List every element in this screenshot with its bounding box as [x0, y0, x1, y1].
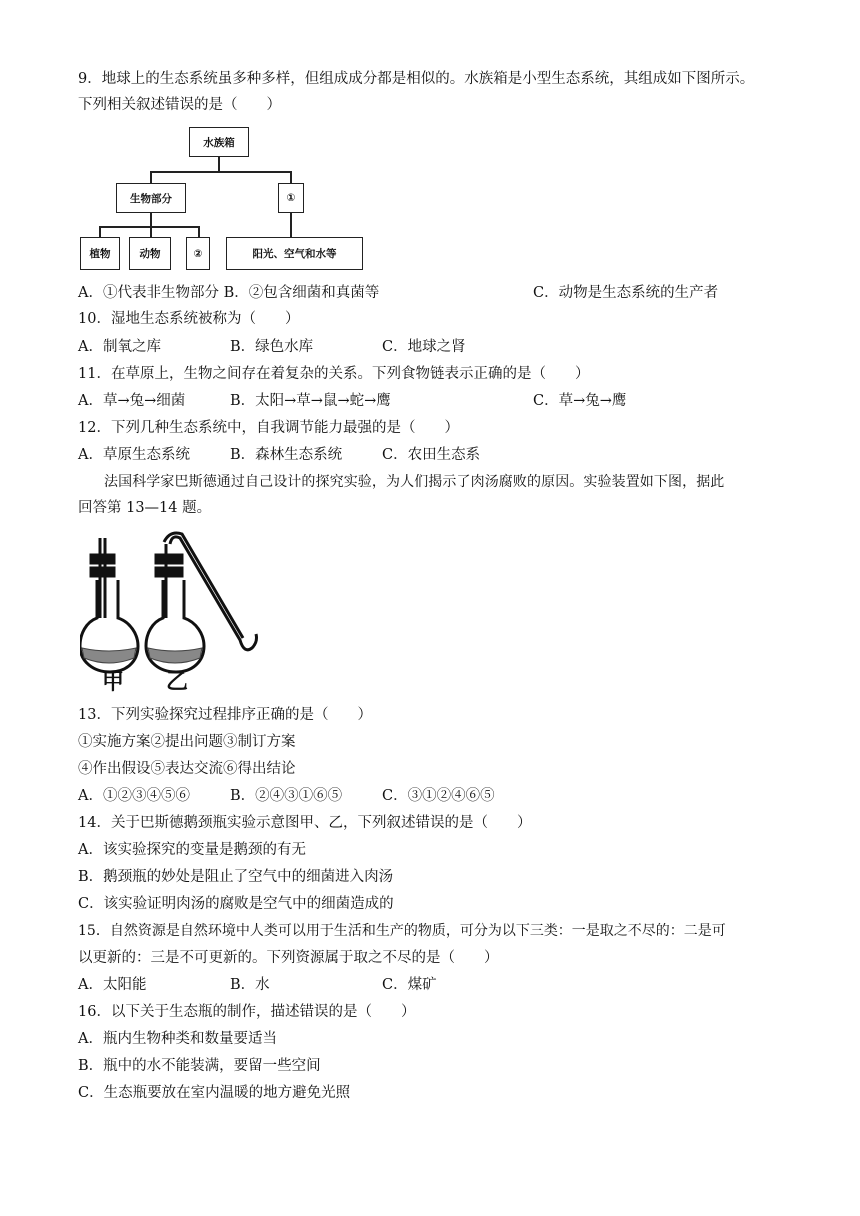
diagram-decomposer-box: ② [186, 237, 210, 270]
diagram-plant-box: 植物 [80, 237, 120, 270]
q14-option-b: B．鹅颈瓶的妙处是阻止了空气中的细菌进入肉汤 [78, 869, 394, 885]
q10-option-b: B．绿色水库 [230, 339, 314, 355]
q11-stem: 11．在草原上，生物之间存在着复杂的关系。下列食物链表示正确的是（ ） [78, 366, 590, 382]
q13-steps-1: ①实施方案②提出问题③制订方案 [78, 734, 296, 750]
q16-option-c: C．生态瓶要放在室内温暖的地方避免光照 [78, 1085, 351, 1101]
intro-line1: 法国科学家巴斯德通过自己设计的探究实验，为人们揭示了肉汤腐败的原因。实验装置如下图，据此 [104, 474, 725, 490]
q10-stem: 10．湿地生态系统被称为（ ） [78, 311, 300, 327]
q10-option-c: C．地球之肾 [382, 339, 466, 355]
q15-stem-line1: 15．自然资源是自然环境中人类可以用于生活和生产的物质，可分为以下三类：一是取之不尽的：二是可 [78, 923, 726, 939]
diagram-root-box: 水族箱 [189, 127, 249, 157]
diagram-abio-box: ① [278, 183, 304, 213]
q9-stem-line2: 下列相关叙述错误的是（ ） [78, 97, 281, 113]
q11-option-c: C．草→兔→鹰 [533, 393, 627, 409]
q13-stem: 13．下列实验探究过程排序正确的是（ ） [78, 707, 372, 723]
q15-option-b: B．水 [230, 977, 270, 993]
q13-option-c: C．③①②④⑥⑤ [382, 788, 495, 804]
diagram-bio-box: 生物部分 [116, 183, 186, 213]
q16-option-a: A．瓶内生物种类和数量要适当 [78, 1031, 277, 1047]
q11-option-a: A．草→兔→细菌 [78, 393, 186, 409]
intro-line2: 回答第 13—14 题。 [78, 500, 212, 516]
swan-neck-flask-figure [80, 530, 270, 695]
q9-option-c: C．动物是生态系统的生产者 [533, 285, 719, 301]
q12-option-c: C．农田生态系 [382, 447, 481, 463]
q12-stem: 12．下列几种生态系统中，自我调节能力最强的是（ ） [78, 420, 459, 436]
flask-label-yi: 乙 [166, 670, 189, 695]
q14-option-a: A．该实验探究的变量是鹅颈的有无 [78, 842, 306, 858]
q14-stem: 14．关于巴斯德鹅颈瓶实验示意图甲、乙，下列叙述错误的是（ ） [78, 815, 532, 831]
q10-option-a: A．制氧之库 [78, 339, 161, 355]
q15-stem-line2: 以更新的：三是不可更新的。下列资源属于取之不尽的是（ ） [78, 950, 499, 966]
q13-option-a: A．①②③④⑤⑥ [78, 788, 190, 804]
q15-option-a: A．太阳能 [78, 977, 147, 993]
q13-steps-2: ④作出假设⑤表达交流⑥得出结论 [78, 761, 296, 777]
q9-stem-line1: 9．地球上的生态系统虽多种多样，但组成成分都是相似的。水族箱是小型生态系统，其组成如下图所示。 [78, 71, 755, 87]
q12-option-b: B．森林生态系统 [230, 447, 343, 463]
flask-label-jia: 甲 [102, 670, 125, 695]
diagram-animal-box: 动物 [129, 237, 171, 270]
flask-yi [146, 533, 257, 672]
aquarium-diagram [78, 122, 368, 274]
q13-option-b: B．②④③①⑥⑤ [230, 788, 343, 804]
q14-option-c: C．该实验证明肉汤的腐败是空气中的细菌造成的 [78, 896, 394, 912]
q9-option-ab: A．①代表非生物部分 B．②包含细菌和真菌等 [78, 285, 380, 301]
flask-jia [80, 538, 138, 672]
q15-option-c: C．煤矿 [382, 977, 437, 993]
diagram-env-box: 阳光、空气和水等 [226, 237, 363, 270]
q16-stem: 16．以下关于生态瓶的制作，描述错误的是（ ） [78, 1004, 416, 1020]
q16-option-b: B．瓶中的水不能装满，要留一些空间 [78, 1058, 321, 1074]
q11-option-b: B．太阳→草→鼠→蛇→鹰 [230, 393, 391, 409]
q12-option-a: A．草原生态系统 [78, 447, 190, 463]
